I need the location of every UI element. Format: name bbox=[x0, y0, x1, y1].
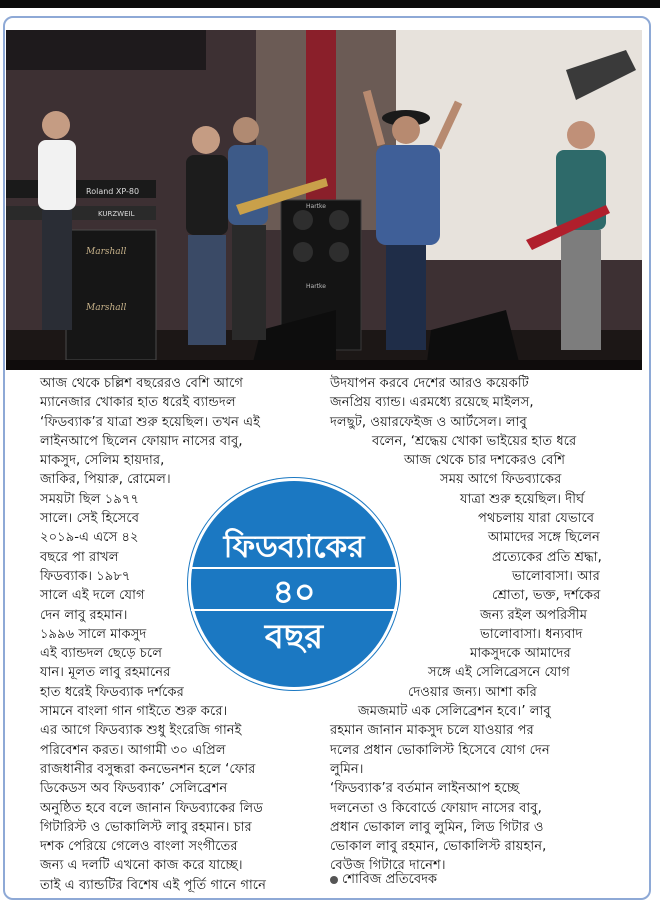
text-line: ২০১৯-এ এসে ৪২ bbox=[40, 530, 139, 546]
text-line: এই ব্যান্ডদল ছেড়ে চলে bbox=[40, 646, 163, 662]
amp-brand-text-2: Marshall bbox=[86, 303, 127, 313]
text-line: মাকসুদ, সেলিম হায়দার, bbox=[40, 453, 165, 469]
text-line: জমজমাট এক সেলিব্রেশন হবে।’ লাবু bbox=[358, 704, 551, 720]
text-line: দলছুট, ওয়ারফেইজ ও আর্টসেল। লাবু bbox=[330, 414, 527, 430]
headline-circle bbox=[188, 478, 400, 690]
text-line: দলনেতা ও কিবোর্ডে ফোয়াদ নাসের বাবু, bbox=[330, 800, 542, 816]
text-line: পরিবেশন করত। আগামী ৩০ এপ্রিল bbox=[40, 742, 226, 758]
text-line: সময়টা ছিল ১৯৭৭ bbox=[40, 491, 140, 507]
text-line: সময় আগে ফিডব্যাকের bbox=[440, 472, 562, 488]
text-line: উদযাপন করবে দেশের আরও কয়েকটি bbox=[330, 376, 529, 391]
text-line: লাইনআপে ছিলেন ফোয়াদ নাসের বাবু, bbox=[40, 433, 243, 449]
text-line: এর আগে ফিডব্যাক শুধু ইংরেজি গানই bbox=[40, 723, 242, 739]
text-line: যাত্রা শুরু হয়েছিল। দীর্ঘ bbox=[460, 491, 585, 507]
bullet-icon bbox=[330, 876, 338, 884]
byline-text: শোবিজ প্রতিবেদক bbox=[342, 872, 438, 887]
text-line: ‘ফিডব্যাক’র বর্তমান লাইনআপ হচ্ছে bbox=[330, 781, 520, 797]
text-line: ডিকেডস অব ফিডব্যাক’ সেলিব্রেশন bbox=[40, 781, 228, 797]
text-line: আমাদের সঙ্গে ছিলেন bbox=[488, 530, 600, 546]
text-line: ম্যানেজার খোকার হাত ধরেই ব্যান্ডদল bbox=[40, 395, 236, 411]
keyboard-brand-text-2: KURZWEIL bbox=[98, 210, 135, 218]
text-line: ‘ফিডব্যাক’র যাত্রা শুরু হয়েছিল। তখন এই bbox=[40, 414, 260, 430]
text-line: গিটারিস্ট ও ভোকালিস্ট লাবু রহমান। চার bbox=[40, 819, 252, 835]
text-line: সালে এই দলে যোগ bbox=[40, 588, 145, 604]
musician-vocal-1 bbox=[186, 126, 228, 345]
headline-line-3: বছর bbox=[264, 617, 324, 657]
band-photo bbox=[6, 30, 642, 370]
text-line: জন্য এ দলটি এখনো কাজ করে যাচ্ছে। bbox=[40, 858, 243, 874]
text-line: সামনে বাংলা গান গাইতে শুরু করে। bbox=[40, 704, 228, 720]
text-line: সালে। সেই হিসেবে bbox=[40, 511, 140, 527]
text-line: প্রধান ভোকাল লাবু লুমিন, লিড গিটার ও bbox=[330, 819, 544, 835]
text-line: লুমিন। bbox=[330, 761, 364, 777]
text-line: হাত ধরেই ফিডব্যাক দর্শকের bbox=[40, 684, 184, 700]
musician-keyboard bbox=[38, 111, 76, 330]
top-rule bbox=[0, 0, 660, 8]
text-line: ১৯৯৬ সালে মাকসুদ bbox=[40, 626, 147, 642]
text-line: ভোকাল লাবু রহমান, ভোকালিস্ট রায়হান, bbox=[330, 839, 547, 855]
text-line: বেউজ গিটারে দানেশ। bbox=[330, 858, 446, 874]
text-line: মাকসুদকে আমাদের bbox=[470, 646, 571, 662]
text-line: জন্য রইল অপরিসীম bbox=[480, 607, 588, 623]
text-line: জনপ্রিয় ব্যান্ড। এরমধ্যে রয়েছে মাইলস, bbox=[330, 395, 534, 411]
headline-line-2: ৪০ bbox=[272, 572, 316, 611]
text-line: ফিডব্যাক। ১৯৮৭ bbox=[40, 568, 131, 584]
speaker-brand-text: Hartke bbox=[306, 203, 326, 210]
concert-photo-illustration bbox=[6, 30, 642, 370]
text-line: পথচলায় যারা যেভাবে bbox=[478, 511, 595, 527]
text-line: প্রত্যেকের প্রতি শ্রদ্ধা, bbox=[492, 549, 602, 565]
text-line: আজ থেকে চল্লিশ বছরেরও বেশি আগে bbox=[40, 376, 244, 391]
text-line: দশক পেরিয়ে গেলেও বাংলা সংগীতের bbox=[40, 839, 238, 855]
keyboard-brand-text: Roland XP-80 bbox=[86, 187, 140, 196]
text-line: দেওয়ার জন্য। আশা করি bbox=[408, 684, 537, 700]
text-line: বলেন, ‘শ্রদ্ধেয় খোকা ভাইয়ের হাত ধরে bbox=[372, 433, 577, 449]
text-line: জাকির, পিয়ারু, রোমেল। bbox=[40, 472, 171, 488]
text-line: ভালোবাসা। ধন্যবাদ bbox=[480, 626, 583, 642]
text-line: বছরে পা রাখল bbox=[40, 549, 119, 565]
headline-line-1: ফিডব্যাকের bbox=[223, 529, 365, 565]
text-line: আজ থেকে চার দশকেরও বেশি bbox=[404, 453, 566, 469]
speaker-brand-text-2: Hartke bbox=[306, 283, 326, 290]
byline bbox=[330, 870, 437, 891]
text-line: যান। মূলত লাবু রহমানের bbox=[40, 665, 171, 681]
amp-brand-text: Marshall bbox=[86, 247, 127, 257]
text-line: দলের প্রধান ভোকালিস্ট হিসেবে যোগ দেন bbox=[330, 742, 550, 758]
text-line: ভালোবাসা। আর bbox=[512, 568, 600, 584]
text-line: রহমান জানান মাকসুদ চলে যাওয়ার পর bbox=[330, 723, 534, 739]
text-line: সঙ্গে এই সেলিব্রেসনে যোগ bbox=[428, 665, 570, 681]
text-line: শ্রোতা, ভক্ত, দর্শকের bbox=[492, 588, 601, 604]
text-line: রাজধানীর বসুন্ধরা কনভেনশন হলে ‘ফোর bbox=[40, 761, 256, 777]
text-line: অনুষ্ঠিত হবে বলে জানান ফিডব্যাকের লিড bbox=[40, 800, 263, 816]
text-line: তাই এ ব্যান্ডটির বিশেষ এই পূর্তি গানে গানে bbox=[40, 877, 266, 893]
text-line: দেন লাবু রহমান। bbox=[40, 607, 128, 623]
